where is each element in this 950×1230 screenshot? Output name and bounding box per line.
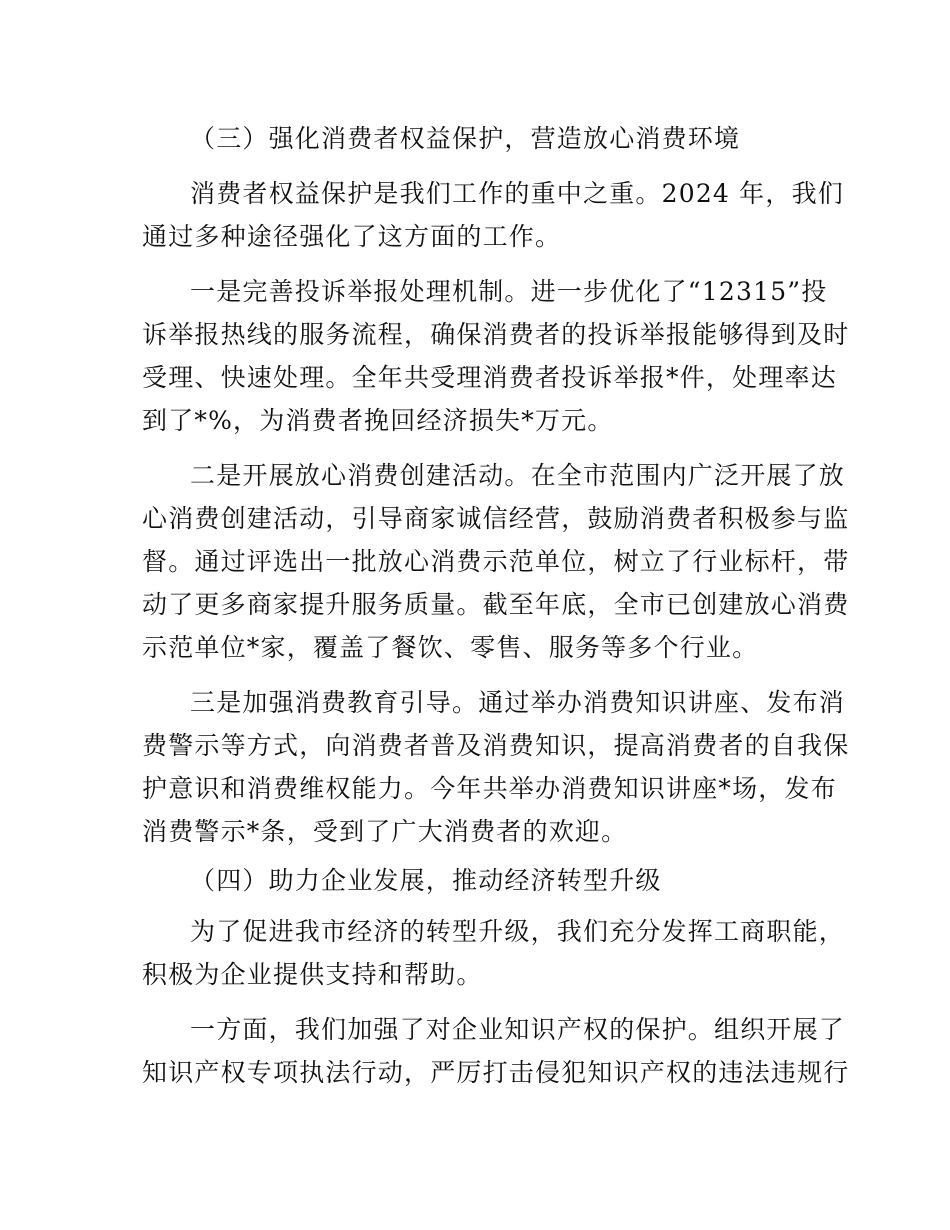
paragraph-line: 督。通过评选出一批放心消费示范单位，树立了行业标杆，带: [142, 547, 850, 576]
paragraph-line: 费警示等方式，向消费者普及消费知识，提高消费者的自我保: [142, 731, 850, 760]
paragraph-line: 为了促进我市经济的转型升级，我们充分发挥工商职能，: [190, 917, 846, 946]
paragraph-line: 诉举报热线的服务流程，确保消费者的投诉举报能够得到及时: [142, 320, 850, 349]
paragraph-line: 消费警示*条，受到了广大消费者的欢迎。: [142, 817, 628, 846]
paragraph-line: 二是开展放心消费创建活动。在全市范围内广泛开展了放: [190, 461, 846, 490]
paragraph-line: 通过多种途径强化了这方面的工作。: [142, 222, 562, 251]
paragraph-line: 护意识和消费维权能力。今年共举办消费知识讲座*场，发布: [142, 774, 837, 803]
paragraph-line: 心消费创建活动，引导商家诚信经营，鼓励消费者积极参与监: [142, 504, 850, 533]
paragraph-line: 知识产权专项执法行动，严厉打击侵犯知识产权的违法违规行: [142, 1058, 850, 1087]
section-heading-3: （三）强化消费者权益保护，营造放心消费环境: [190, 124, 741, 153]
paragraph-line: 一是完善投诉举报处理机制。进一步优化了“12315”投: [190, 277, 828, 306]
paragraph-line: 示范单位*家，覆盖了餐饮、零售、服务等多个行业。: [142, 633, 759, 662]
paragraph-line: 三是加强消费教育引导。通过举办消费知识讲座、发布消: [190, 688, 846, 717]
paragraph-line: 受理、快速处理。全年共受理消费者投诉举报*件，处理率达: [142, 363, 837, 392]
paragraph-line: 到了*%，为消费者挽回经济损失*万元。: [142, 406, 614, 435]
paragraph-line: 消费者权益保护是我们工作的重中之重。2024 年，我们: [190, 179, 844, 208]
paragraph-line: 动了更多商家提升服务质量。截至年底，全市已创建放心消费: [142, 590, 850, 619]
section-heading-4: （四）助力企业发展，推动经济转型升级: [190, 866, 662, 895]
paragraph-line: 一方面，我们加强了对企业知识产权的保护。组织开展了: [190, 1015, 846, 1044]
paragraph-line: 积极为企业提供支持和帮助。: [142, 960, 483, 989]
